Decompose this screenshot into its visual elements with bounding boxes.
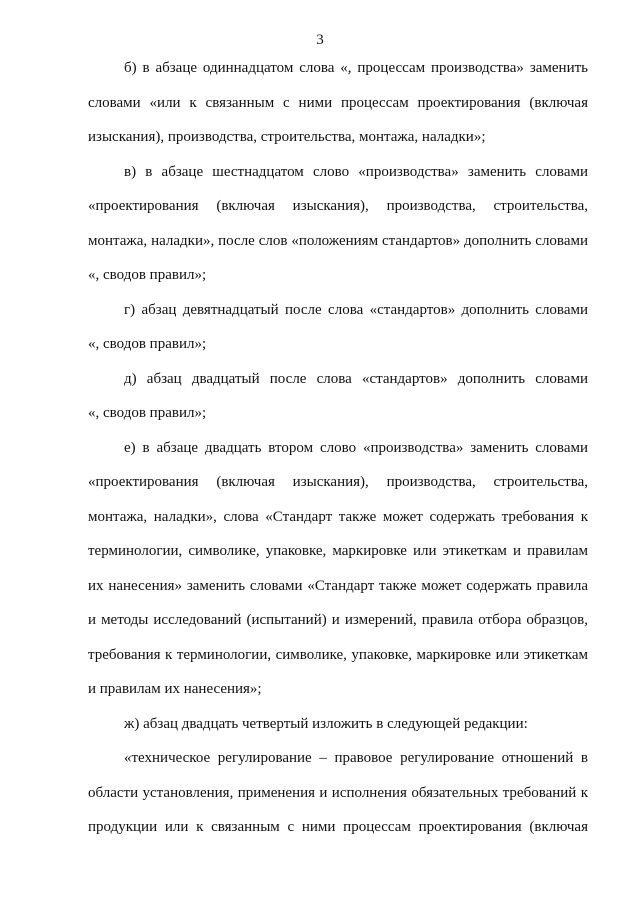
text-line: ж) абзац двадцать четвертый изложить в следующей редакции:	[124, 715, 528, 732]
text-line: их нанесения» заменить словами «Стандарт также может содержать правила	[88, 577, 588, 594]
text-line: и методы исследований (испытаний) и измерений, правила отбора образцов,	[88, 612, 588, 628]
text-line: словами «или к связанным с ними процессам проектирования (включая	[88, 94, 588, 111]
text-line: «, сводов правил»;	[88, 336, 207, 352]
text-line: «техническое регулирование – правовое регулирование отношений в	[124, 750, 588, 766]
text-line: б) в абзаце одиннадцатом слова «, процессам производства» заменить	[124, 60, 588, 76]
text-line: области установления, применения и исполнения обязательных требований к	[88, 784, 588, 801]
text-line: г) абзац девятнадцатый после слова «стандартов» дополнить словами	[124, 301, 588, 318]
text-line: в) в абзаце шестнадцатом слово «производства» заменить словами	[124, 163, 588, 180]
text-line: монтажа, наладки», слова «Стандарт также может содержать требования к	[88, 508, 588, 525]
text-line: д) абзац двадцатый после слова «стандартов» дополнить словами	[124, 370, 588, 387]
page-number: 3	[316, 32, 324, 48]
text-line: требования к терминологии, символике, упаковке, маркировке или этикеткам	[88, 646, 588, 663]
text-line: «проектирования (включая изыскания), производства, строительства,	[88, 198, 588, 214]
text-line: «проектирования (включая изыскания), производства, строительства,	[88, 474, 588, 490]
text-line: «, сводов правил»;	[88, 405, 207, 421]
text-line: монтажа, наладки», после слов «положениям стандартов» дополнить словами	[88, 232, 588, 249]
text-line: продукции или к связанным с ними процессам проектирования (включая	[88, 819, 588, 835]
text-line: «, сводов правил»;	[88, 267, 207, 283]
document-body	[88, 51, 588, 845]
text-line: е) в абзаце двадцать втором слово «производства» заменить словами	[124, 439, 588, 456]
text-line: терминологии, символике, упаковке, маркировке или этикеткам и правилам	[88, 543, 588, 559]
text-line: изыскания), производства, строительства, монтажа, наладки»;	[88, 129, 486, 145]
text-line: и правилам их нанесения»;	[88, 681, 262, 697]
